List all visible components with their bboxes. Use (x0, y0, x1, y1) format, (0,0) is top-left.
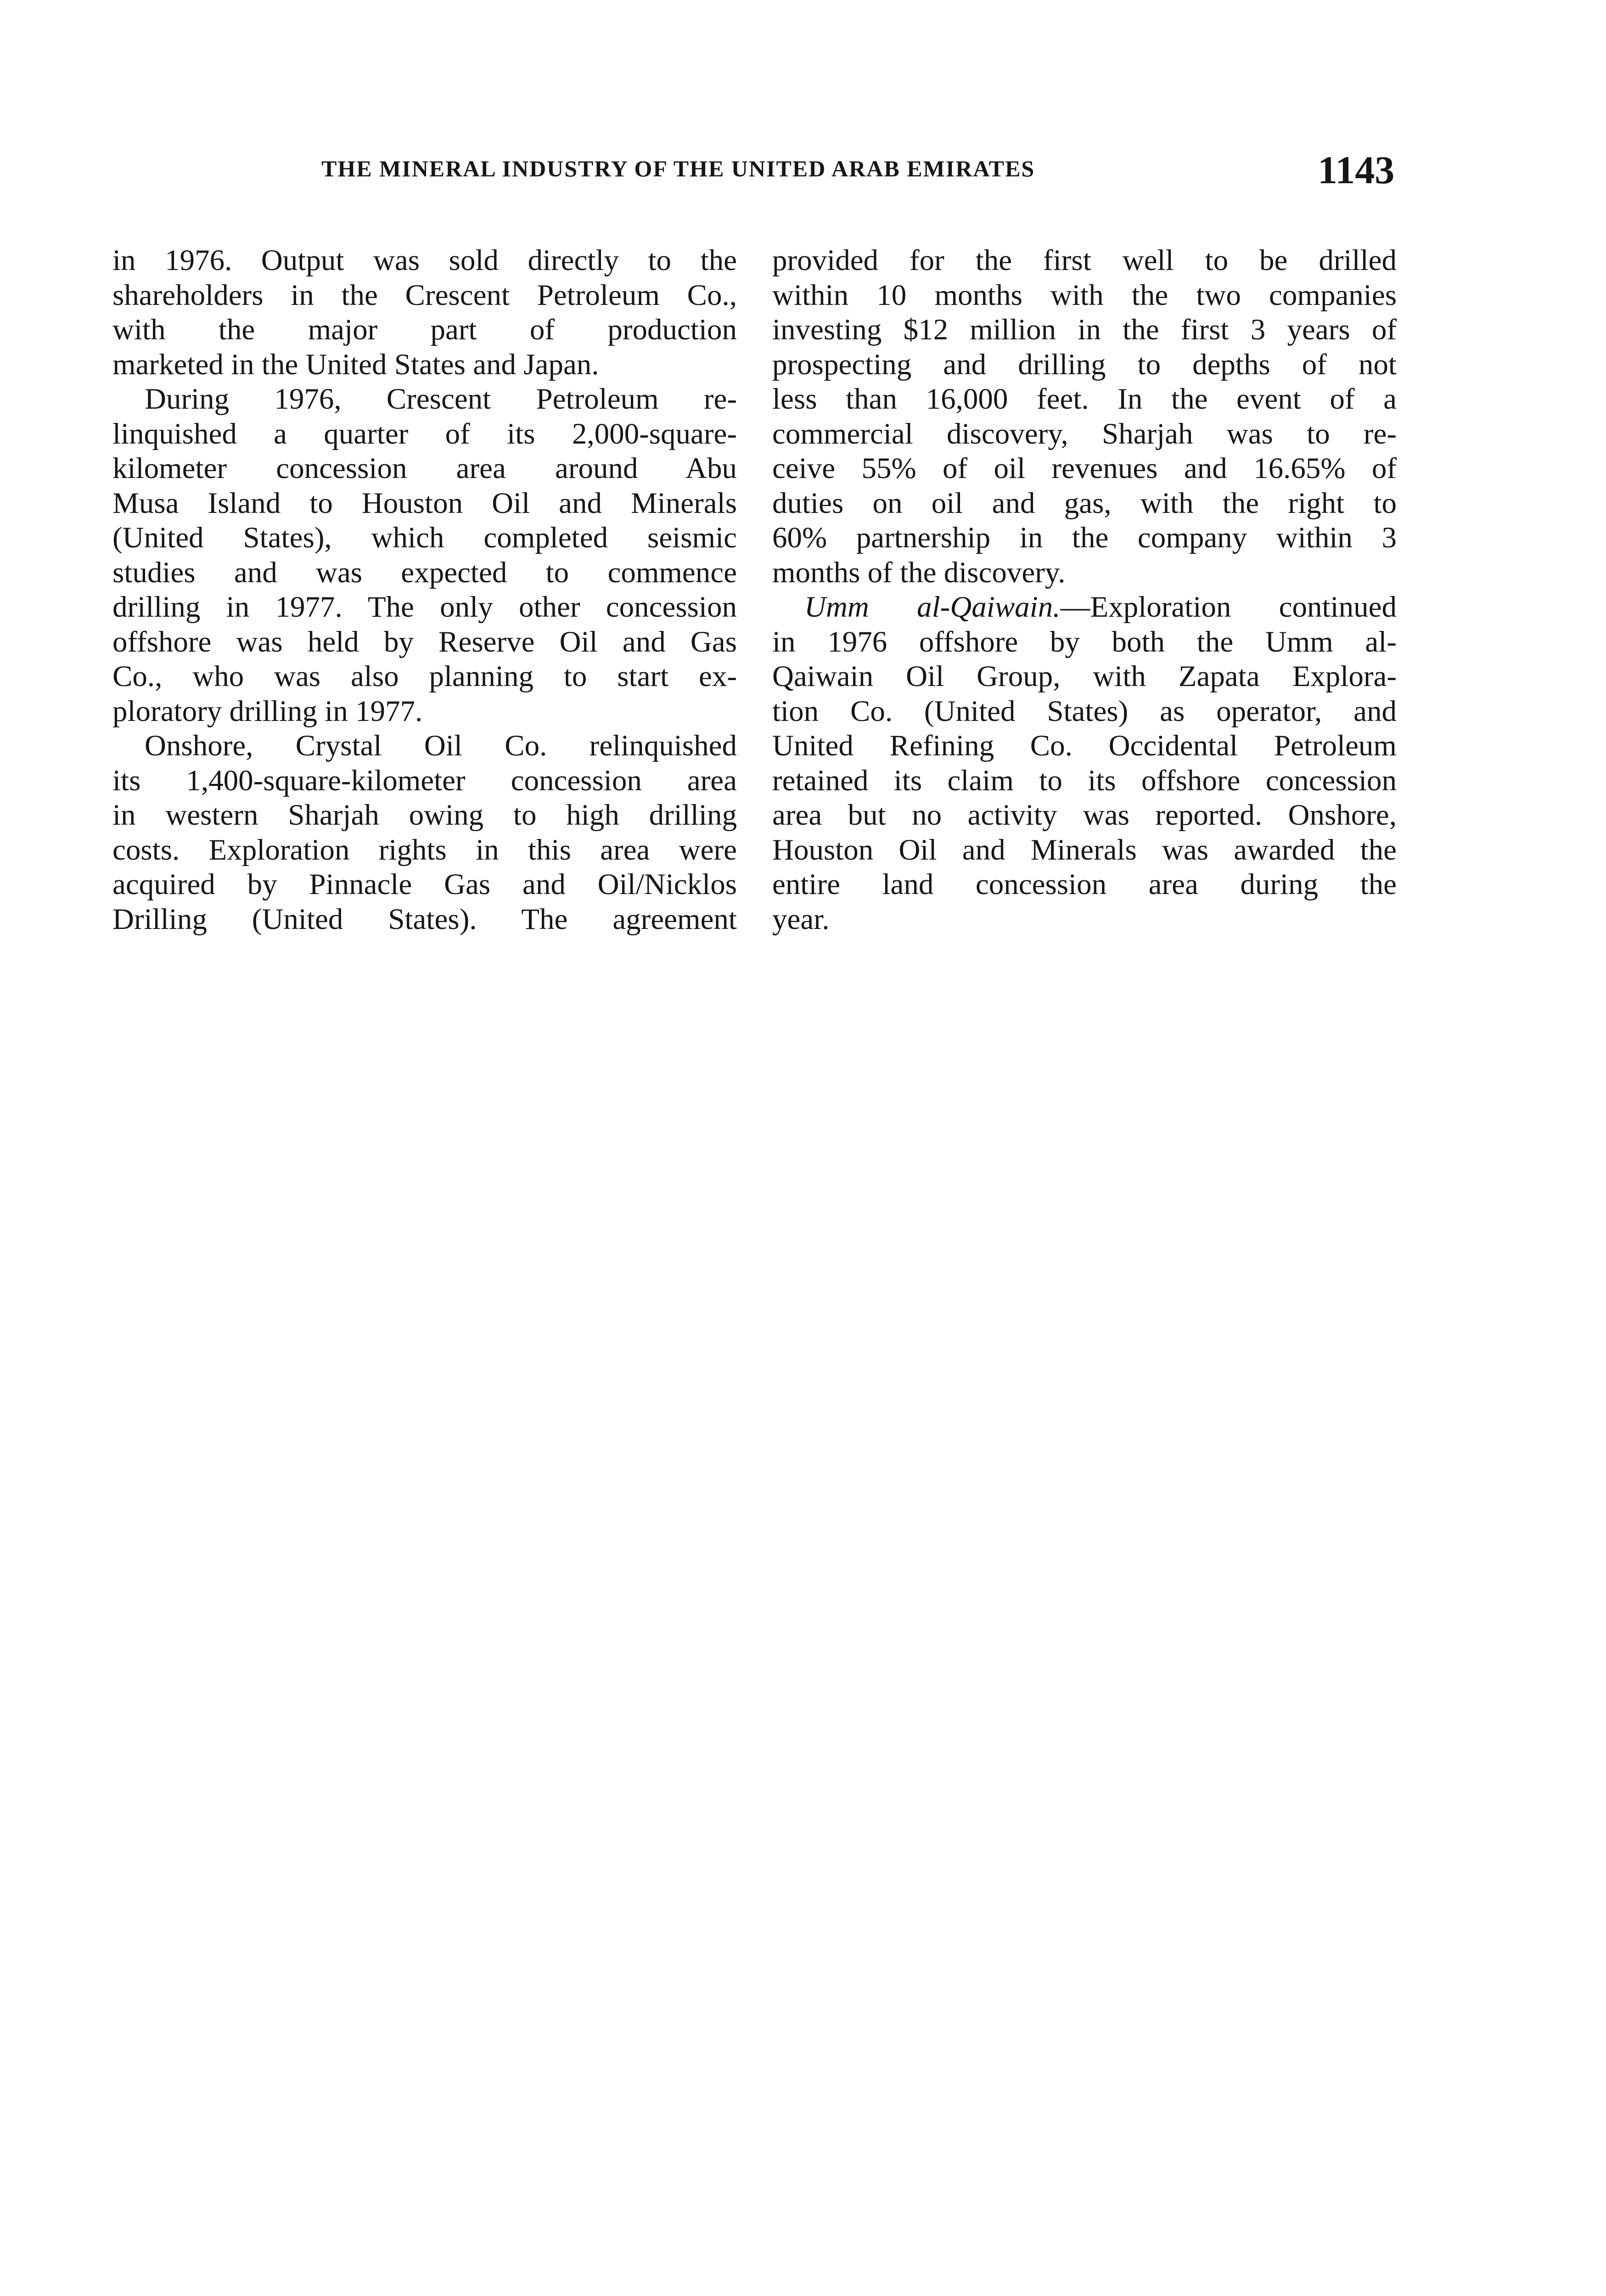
text-line: ploratory drilling in 1977. (112, 694, 423, 728)
paragraph (772, 590, 1397, 937)
text-line: Houston Oil and Minerals was awarded the (772, 833, 1397, 867)
text-line: Onshore, Crystal Oil Co. relinquished (145, 729, 737, 762)
paragraph (112, 729, 737, 937)
text-line: 60% partnership in the company within 3 (772, 521, 1397, 554)
text-line: prospecting and drilling to depths of not (772, 348, 1397, 381)
left-column (112, 243, 737, 937)
right-column (772, 243, 1397, 937)
text-line: During 1976, Crescent Petroleum re- (145, 383, 737, 416)
text-line: acquired by Pinnacle Gas and Oil/Nicklos (112, 868, 737, 901)
text-line: provided for the first well to be drilled (772, 244, 1397, 277)
text-line: entire land concession area during the (772, 868, 1397, 901)
text-line: retained its claim to its offshore concession (772, 764, 1397, 797)
text-line: kilometer concession area around Abu (112, 452, 737, 485)
text-line: tion Co. (United States) as operator, and (772, 694, 1397, 728)
text-line: drilling in 1977. The only other concession (112, 591, 737, 624)
text-line: months of the discovery. (772, 556, 1066, 589)
text-line: duties on oil and gas, with the right to (772, 486, 1397, 520)
paragraph (772, 243, 1397, 590)
text-line: with the major part of production (112, 313, 737, 346)
text-line: its 1,400-square-kilometer concession area (112, 764, 737, 797)
text-line: Musa Island to Houston Oil and Minerals (112, 486, 737, 520)
page-number: 1143 (1318, 148, 1395, 192)
text-line: offshore was held by Reserve Oil and Gas (112, 625, 737, 658)
text-line: marketed in the United States and Japan. (112, 348, 599, 381)
paragraph (112, 243, 737, 382)
text-line: in 1976 offshore by both the Umm al- (772, 625, 1397, 658)
text-line: in 1976. Output was sold directly to the (112, 244, 737, 277)
text-line: costs. Exploration rights in this area were (112, 833, 737, 867)
text-line: United Refining Co. Occidental Petroleum (772, 729, 1397, 762)
text-line: Qaiwain Oil Group, with Zapata Explora- (772, 660, 1397, 693)
section-subheading: Umm al-Qaiwain. (804, 591, 1061, 624)
text-line: ceive 55% of oil revenues and 16.65% of (772, 452, 1397, 485)
text-line: in western Sharjah owing to high drilling (112, 799, 737, 832)
text-line: studies and was expected to commence (112, 556, 737, 589)
text-line: commercial discovery, Sharjah was to re- (772, 417, 1397, 450)
text-line: year. (772, 902, 830, 936)
text-line: Drilling (United States). The agreement (112, 902, 737, 936)
text-line: shareholders in the Crescent Petroleum Co., (112, 278, 737, 312)
text-line: (United States), which completed seismic (112, 521, 737, 554)
text-line: investing $12 million in the first 3 years of (772, 313, 1397, 346)
text-line (772, 590, 1397, 625)
text-line: linquished a quarter of its 2,000-square- (112, 417, 737, 450)
paragraph (112, 382, 737, 729)
running-title: THE MINERAL INDUSTRY OF THE UNITED ARAB EMIRATES (321, 156, 1035, 181)
text-fragment: —Exploration continued (1060, 591, 1397, 624)
text-line: within 10 months with the two companies (772, 278, 1397, 312)
text-line: less than 16,000 feet. In the event of a (772, 383, 1397, 416)
text-line: Co., who was also planning to start ex- (112, 660, 737, 693)
text-line: area but no activity was reported. Onshore, (772, 799, 1397, 832)
